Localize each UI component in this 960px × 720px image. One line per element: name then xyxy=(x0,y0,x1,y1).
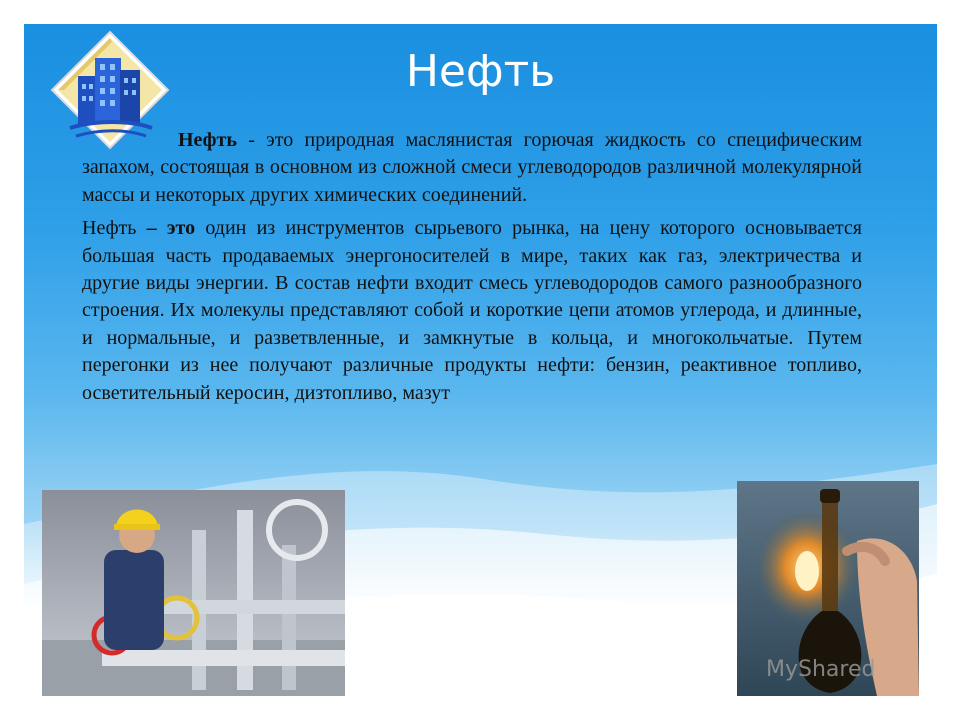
slide-title: Нефть xyxy=(405,46,556,97)
term-oil: Нефть xyxy=(178,129,237,151)
paragraph2-text: один из инструментов сырьевого рынка, на цену которого основывается большая часть продаваемых энергоносителей в мире, таких как газ, электричества и другие виды энергии. В состав нефти входит смесь углеводородов самого разнообразного строения. Их молекулы представляют собой и короткие цепи атомов углерода, и длинные, и нормальные, и разветвленные, и замкнутые в кольца, и многокольчатые. Путем перегонки из нее получают различные продукты нефти: бензин, реактивное топливо, осветительный керосин, дизтопливо, мазут xyxy=(82,217,863,404)
definition-text: - это природная маслянистая горючая жидкость со специфическим запахом, состоящая в основном из сложной смеси углеводородов различной молекулярной массы и некоторых других химических соединений. xyxy=(82,129,862,206)
paragraph2-lead: Нефть xyxy=(82,217,147,240)
slide xyxy=(24,24,937,696)
paragraph2-dash: – это xyxy=(146,217,196,240)
watermark: MyShared xyxy=(766,657,876,682)
paragraph-definition xyxy=(82,127,862,209)
worker-photo xyxy=(42,490,345,696)
body-text xyxy=(82,127,862,407)
paragraph-market xyxy=(82,215,862,407)
